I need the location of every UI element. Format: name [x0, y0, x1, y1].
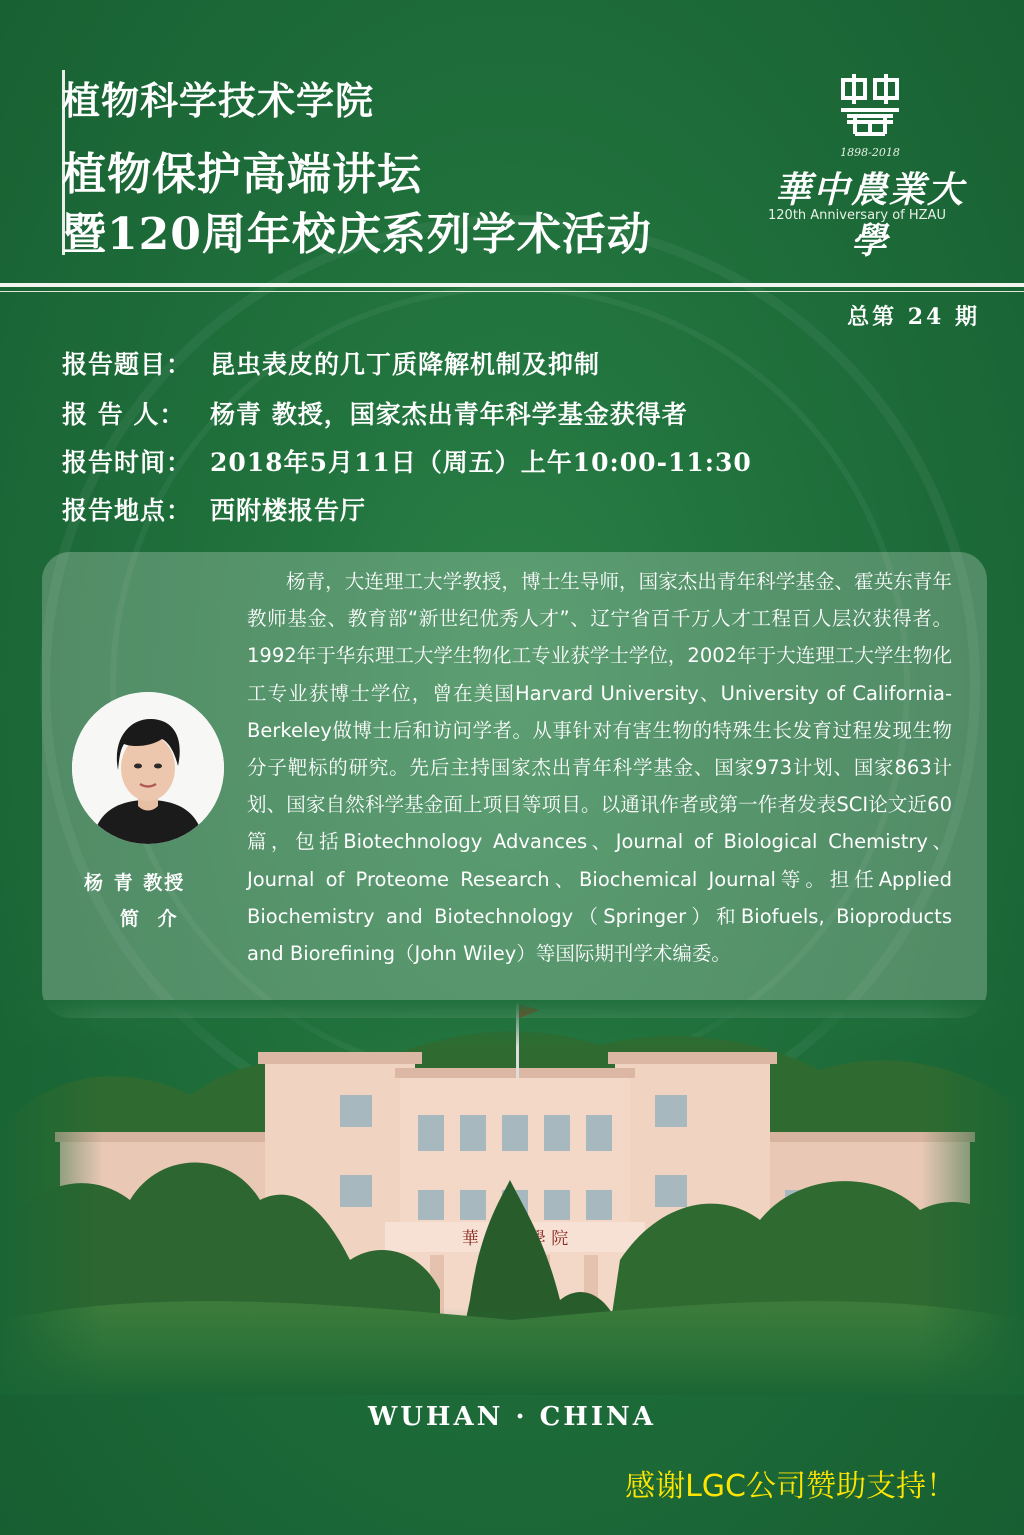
bio-person-name: 杨 青 教授 [84, 872, 186, 894]
talk-topic-row [62, 345, 600, 381]
university-name: 華中農業大學 [774, 169, 965, 262]
divider-thin [0, 291, 1024, 292]
divider-thick [0, 283, 1024, 287]
speaker-row [62, 395, 688, 431]
logo-years: 1898-2018 [840, 146, 900, 159]
talk-topic-label: 报告题目： [62, 350, 193, 379]
event-series-title: 暨120周年校庆系列学术活动 [62, 209, 652, 260]
issue-number: 总第 24 期 [847, 304, 980, 330]
nong-seal-icon [835, 70, 905, 140]
talk-topic: 昆虫表皮的几丁质降解机制及抑制 [210, 350, 601, 379]
bio-subtitle: 简 介 [120, 908, 183, 930]
university-logo [760, 70, 980, 262]
forum-title: 植物保护高端讲坛 [62, 149, 422, 200]
talk-place-label: 报告地点： [62, 496, 193, 525]
anniversary-caption: 120th Anniversary of HZAU [768, 208, 946, 223]
portrait-image [72, 692, 224, 844]
campus-building-illustration [0, 1000, 1024, 1395]
talk-time: 2018年5月11日（周五）上午10:00-11:30 [210, 448, 752, 477]
speaker-portrait [72, 692, 224, 844]
talk-place: 西附楼报告厅 [210, 496, 367, 525]
talk-time-label: 报告时间： [62, 448, 193, 477]
talk-time-row [62, 443, 752, 479]
talk-place-row [62, 491, 366, 527]
speaker: 杨青 教授，国家杰出青年科学基金获得者 [210, 400, 688, 429]
college-name: 植物科学技术学院 [62, 78, 375, 123]
speaker-label: 报 告 人： [62, 400, 186, 429]
location-caption: WUHAN · CHINA [368, 1402, 656, 1432]
sponsor-thanks: 感谢LGC公司赞助支持！ [625, 1469, 956, 1504]
bio-text: 杨青，大连理工大学教授，博士生导师，国家杰出青年科学基金、霍英东青年教师基金、教育部“新世纪优秀人才”、辽宁省百千万人才工程百人层次获得者。1992年于华东理工大学生物化工专业获学士学位，2002年于大连理工大学生物化工专业获博士学位，曾在美国Harvard University、University of California-Berkeley做博士后和访问学者。从事针对有害生物的特殊生长发育过程发现生物分子靶标的研究。先后主持国家杰出青年科学基金、国家973计划、国家863计划、国家自然科学基金面上项目等项目。以通讯作者或第一作者发表SCI论文近60篇，包括Biotechnology Advances、Journal of Biological Chemistry、Journal of Proteome Research、Biochemical Journal等。担任Applied Biochemistry and Biotechnology（Springer）和Biofuels, Bioproducts and Biorefining（John Wiley）等国际期刊学术编委。 [247, 570, 952, 966]
